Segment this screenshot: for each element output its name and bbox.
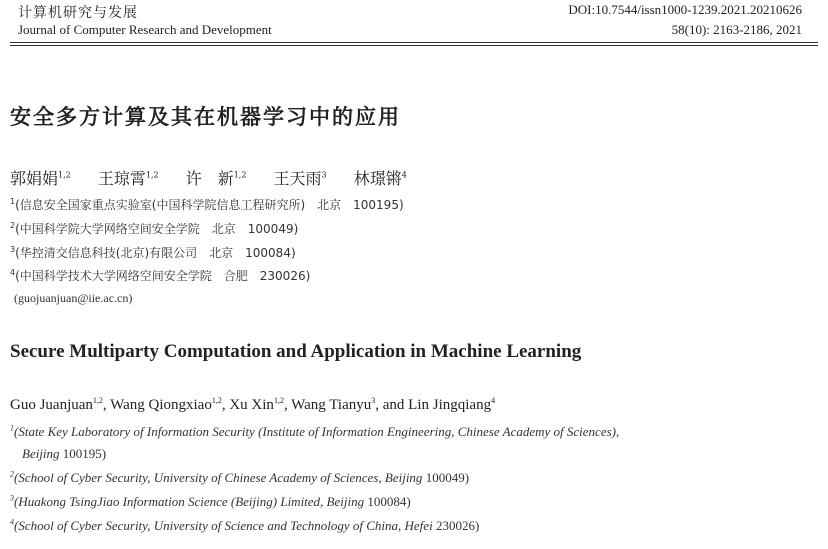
- author-name: Wang Qiongxiao: [110, 397, 212, 413]
- header-rule-thick: [10, 42, 818, 43]
- affiliation-text: Beijing: [22, 446, 60, 461]
- postal-code: 100195): [62, 446, 107, 461]
- author-cn: [354, 169, 407, 188]
- affiliation-sup: 2: [10, 221, 16, 230]
- author-separator: ,: [221, 397, 230, 413]
- author-cn: [274, 169, 327, 188]
- author-list-en: [10, 397, 495, 414]
- affiliation-text: (School of Cyber Security, University of Science and Technology of China, Hefei: [14, 518, 433, 533]
- author-separator: , and: [375, 397, 409, 413]
- author-list-cn: [10, 166, 429, 189]
- affiliation-sup: 1: [10, 197, 16, 206]
- author-sup: 4: [401, 170, 407, 180]
- author-name: 郭娟娟: [10, 169, 59, 188]
- author-sup: 1,2: [58, 170, 71, 180]
- author-sup: 1,2: [211, 396, 222, 405]
- affiliation-text: (中国科学院大学网络空间安全学院 北京 100049): [15, 222, 299, 236]
- author-separator: ,: [102, 397, 111, 413]
- affiliation-text: (School of Cyber Security, University of Chinese Academy of Sciences, Beijing: [14, 470, 423, 485]
- paper-title-cn: 安全多方计算及其在机器学习中的应用: [10, 105, 401, 129]
- affiliation-text: (State Key Laboratory of Information Security (Institute of Information Engineering, Chinese Academy of Sciences),: [14, 424, 620, 439]
- author-name: Guo Juanjuan: [10, 397, 93, 413]
- affiliation-en: [10, 494, 411, 510]
- affiliation-cn: [10, 244, 296, 261]
- author-sup: 3: [321, 170, 327, 180]
- affiliation-sup: 1: [10, 423, 14, 433]
- author-cn: [98, 169, 159, 188]
- affiliation-text: (信息安全国家重点实验室(中国科学院信息工程研究所) 北京 100195): [15, 198, 404, 212]
- affiliation-en: [10, 470, 469, 486]
- affiliation-en: [10, 518, 479, 534]
- paper-title-en: Secure Multiparty Computation and Application in Machine Learning: [10, 341, 582, 362]
- doi[interactable]: DOI:10.7544/issn1000-1239.2021.20210626: [568, 2, 802, 17]
- author-name: 王天雨: [273, 169, 322, 188]
- affiliation-cn: [10, 267, 310, 284]
- postal-code: 100084): [367, 494, 411, 509]
- author-sup: 1,2: [92, 396, 103, 405]
- author-sup: 4: [491, 396, 496, 405]
- affiliation-sup: 4: [10, 517, 14, 527]
- affiliation-sup: 4: [10, 268, 16, 277]
- author-name: Xu Xin: [229, 397, 274, 413]
- affiliation-cn: [10, 196, 404, 213]
- author-sup: 1,2: [273, 396, 284, 405]
- author-name: 王琼霄: [97, 169, 146, 188]
- author-name: Lin Jingqiang: [408, 397, 492, 413]
- author-name: 林璟锵: [353, 169, 402, 188]
- volume-pages: 58(10): 2163-2186, 2021: [671, 22, 802, 37]
- author-sup: 3: [371, 396, 376, 405]
- author-sup: 1,2: [145, 170, 159, 180]
- author-separator: ,: [283, 397, 292, 413]
- author-sup: 1,2: [233, 170, 247, 180]
- author-cn: [186, 169, 247, 188]
- affiliation-en-cont: [22, 446, 106, 462]
- contact-email[interactable]: (guojuanjuan@iie.ac.cn): [14, 291, 133, 305]
- postal-code: 230026): [435, 518, 480, 533]
- author-name: Wang Tianyu: [291, 397, 372, 413]
- affiliation-cn: [10, 220, 298, 237]
- affiliation-en: [10, 424, 619, 440]
- journal-name-cn: 计算机研究与发展: [18, 5, 138, 21]
- affiliation-sup: 3: [10, 493, 14, 503]
- header-rule-thin: [10, 45, 818, 46]
- affiliation-text: (华控清交信息科技(北京)有限公司 北京 100084): [15, 246, 296, 260]
- affiliation-sup: 2: [10, 469, 14, 479]
- affiliation-text: (Huakong TsingJiao Information Science (Beijing) Limited, Beijing: [14, 494, 365, 509]
- journal-name-en: Journal of Computer Research and Development: [18, 22, 272, 37]
- postal-code: 100049): [425, 470, 470, 485]
- author-cn: [10, 169, 71, 188]
- affiliation-text: (中国科学技术大学网络空间安全学院 合肥 230026): [15, 269, 311, 283]
- author-name: 许 新: [185, 169, 234, 188]
- affiliation-sup: 3: [10, 245, 16, 254]
